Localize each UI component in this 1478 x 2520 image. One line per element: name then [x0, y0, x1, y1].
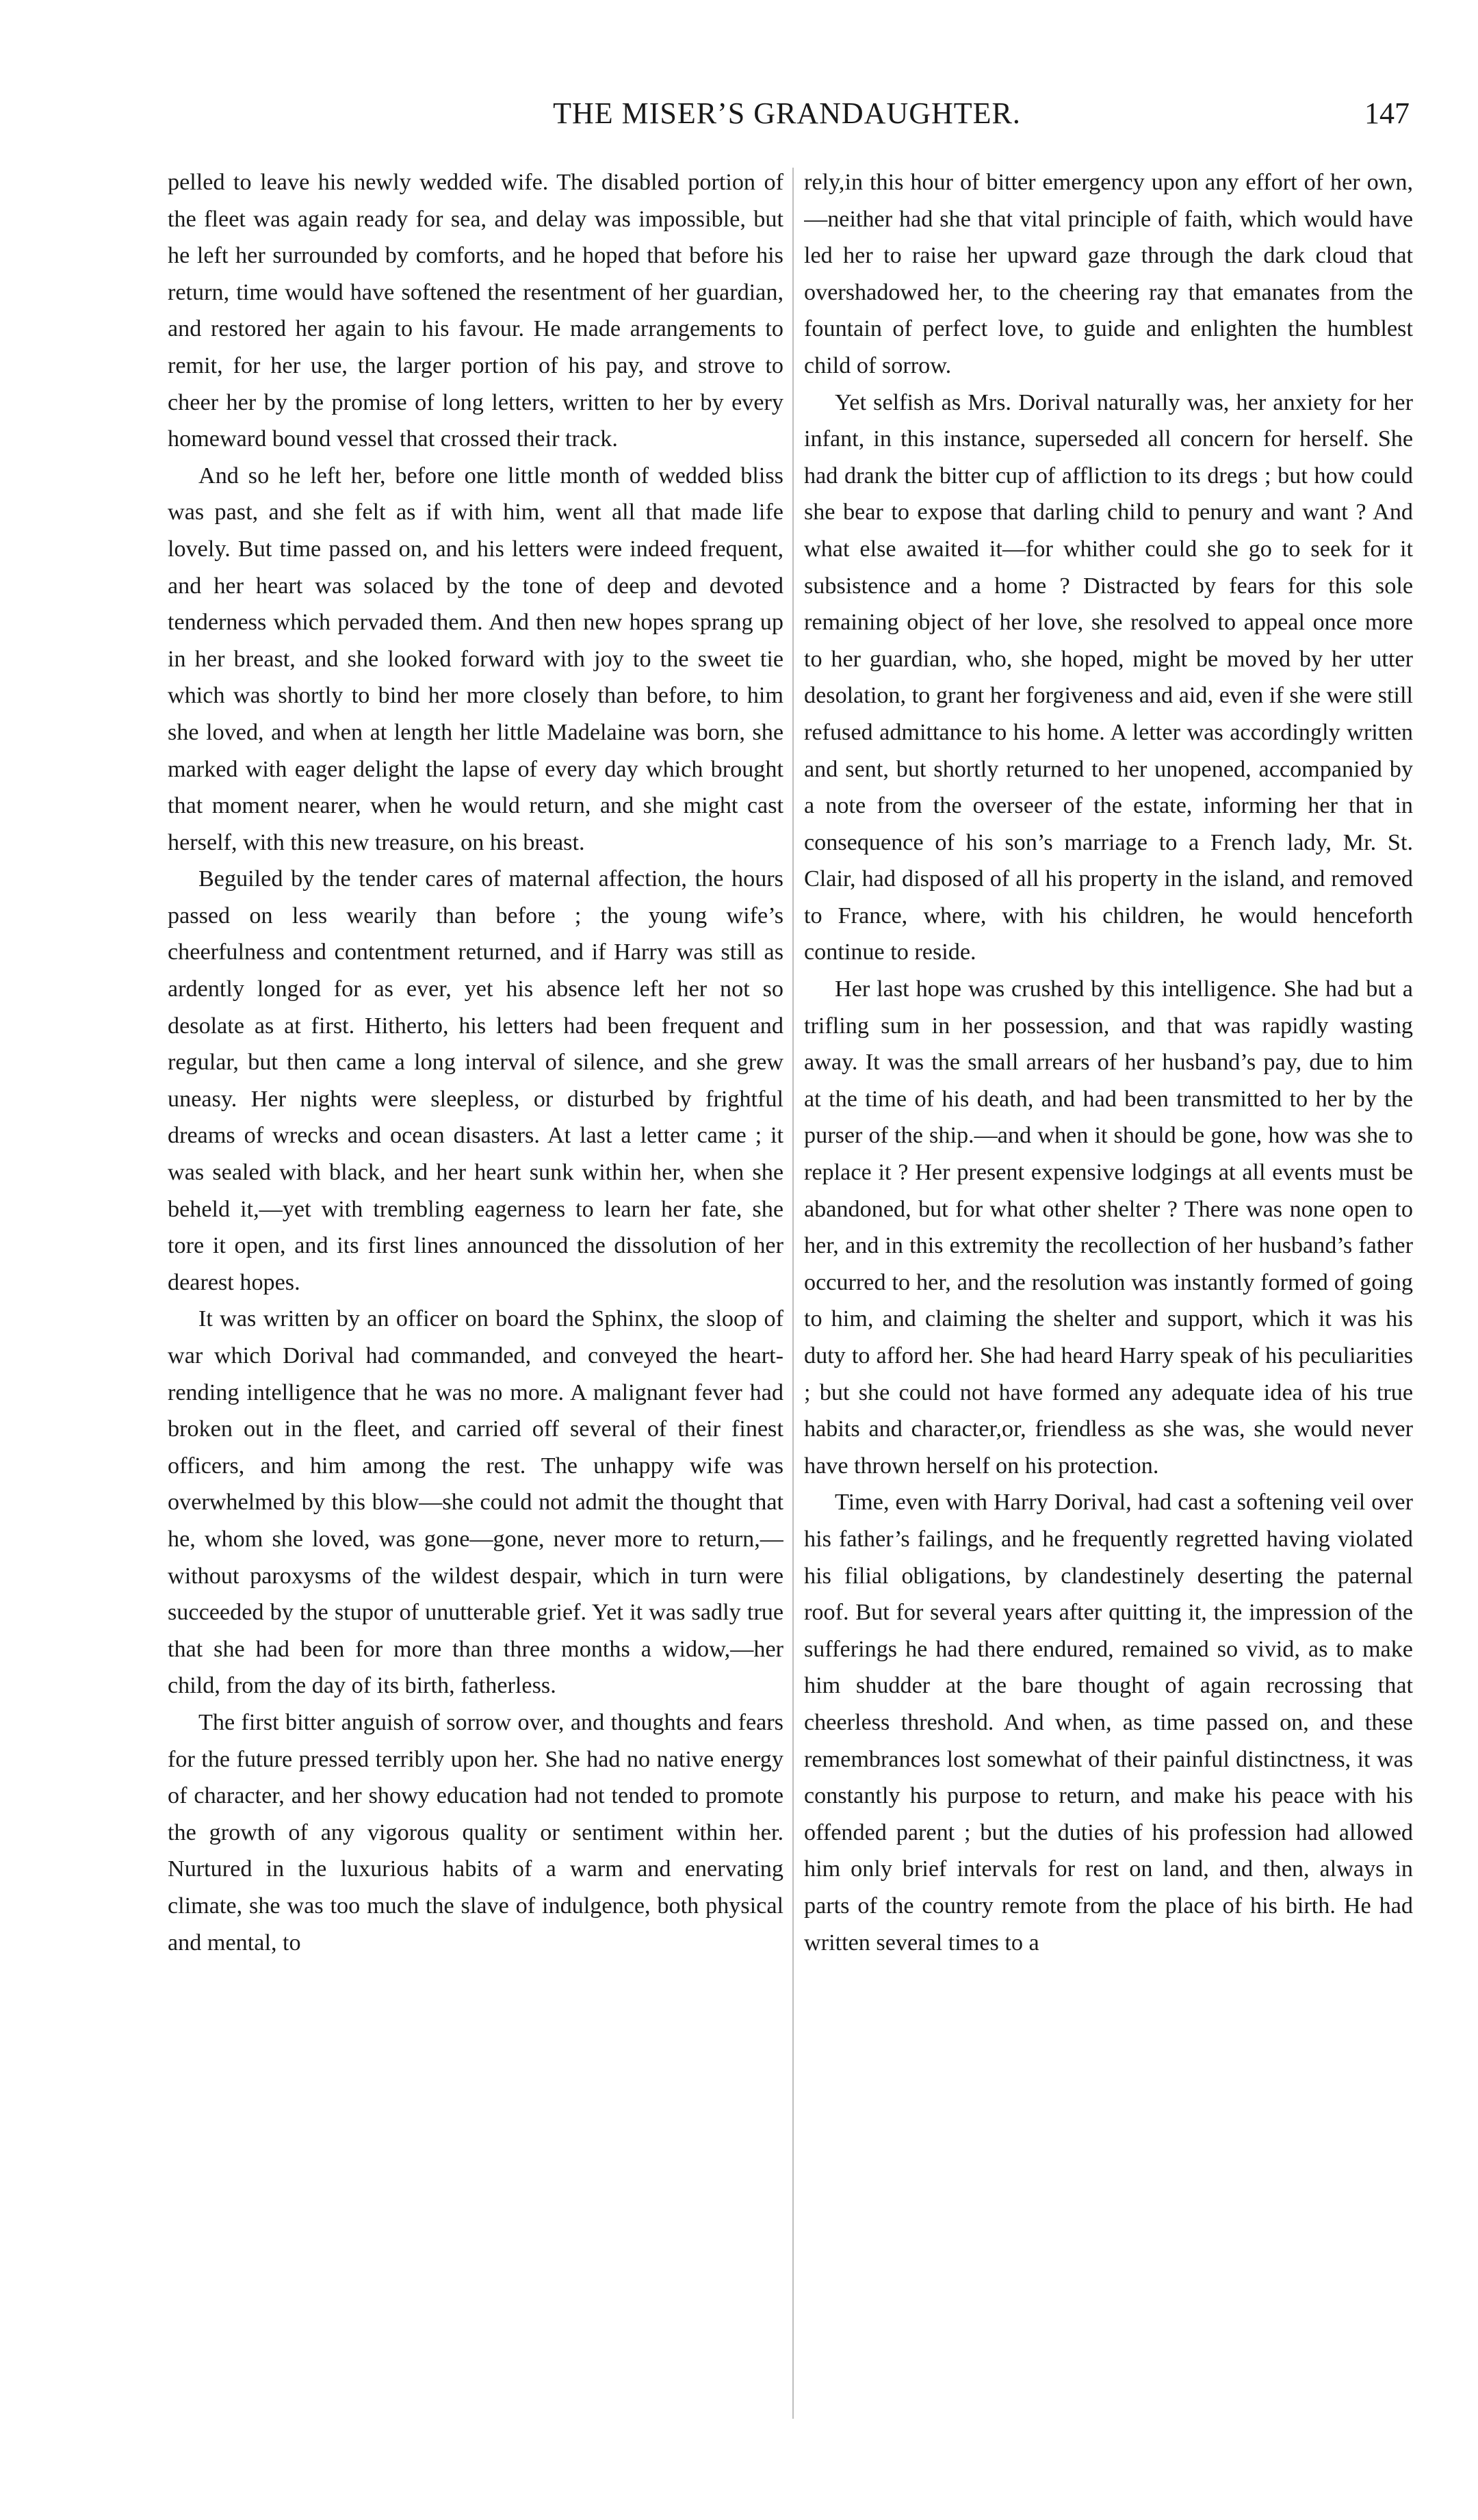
paragraph: And so he left her, before one little month of wedded bliss was past, and she felt as if with him, went all that made life lovely. But time passed on, and his letters were indeed frequent, and her heart was solaced by the tone of deep and devoted tenderness which pervaded them. And then new hopes sprang up in her breast, and she looked forward with joy to the sweet tie which was shortly to bind her more closely than before, to him she loved, and when at length her little Madelaine was born, she marked with eager delight the lapse of every day which brought that moment nearer, when he would return, and she might cast herself, with this new treasure, on his breast.: [168, 463, 783, 855]
paragraph: It was written by an officer on board the Sphinx, the sloop of war which Dorival had commanded, and conveyed the heart-rending intelligence that he was no more. A malignant fever had broken out in the fleet, and carried off several of their finest officers, and him among the rest. The unhappy wife was overwhelmed by this blow—she could not admit the thought that he, whom she loved, was gone—gone, never more to return,—without paroxysms of the wildest despair, which in turn were succeeded by the stupor of unutterable grief. Yet it was sadly true that she had been for more than three months a widow,—her child, from the day of its birth, fatherless.: [168, 1306, 783, 1699]
left-column: [168, 164, 783, 2422]
paragraph: Yet selfish as Mrs. Dorival naturally was, her anxiety for her infant, in this instance, superseded all concern for herself. She had drank the bitter cup of affliction to its dregs ; but how could she bear to expose that darling child to penury and want ? And what else awaited it—for whither could she go to seek for it subsistence and a home ? Distracted by fears for this sole remaining object of her love, she resolved to appeal once more to her guardian, who, she hoped, might be moved by her utter desolation, to grant her forgiveness and aid, even if she were still refused admittance to his home. A letter was accordingly written and sent, but shortly returned to her unopened, accompanied by a note from the overseer of the estate, informing her that in consequence of his son’s marriage to a French lady, Mr. St. Clair, had disposed of all his property in the island, and removed to France, where, with his children, he would henceforth continue to reside.: [804, 389, 1413, 965]
paragraph: rely,in this hour of bitter emergency upon any effort of her own,—neither had she that vital principle of faith, which would have led her to raise her upward gaze through the dark cloud that overshadowed her, to the cheering ray that emanates from the fountain of perfect love, to guide and enlighten the humblest child of sorrow.: [804, 170, 1413, 378]
page-number: 147: [1364, 96, 1410, 130]
right-column: [804, 164, 1413, 2422]
paragraph: Beguiled by the tender cares of maternal affection, the hours passed on less wearily than before ; the young wife’s cheerfulness and contentment returned, and if Harry was still as ardently longed for as ever, yet his absence left her not so desolate as at first. Hitherto, his letters had been frequent and regular, but then came a long interval of silence, and she grew uneasy. Her nights were sleepless, or disturbed by frightful dreams of wrecks and ocean disasters. At last a letter came ; it was sealed with black, and her heart sunk within her, when she beheld it,—yet with trembling eagerness to learn her fate, she tore it open, and its first lines announced the dissolution of her dearest hopes.: [168, 866, 783, 1295]
paragraph: The first bitter anguish of sorrow over, and thoughts and fears for the future pressed terribly upon her. She had no native energy of character, and her showy education had not tended to promote the growth of any vigorous quality or sentiment within her. Nurtured in the luxurious habits of a warm and enervating climate, she was too much the slave of indulgence, both physical and mental, to: [168, 1709, 783, 1956]
running-head: [164, 96, 1410, 144]
running-title: THE MISER’S GRANDAUGHTER.: [553, 96, 1021, 130]
paragraph: Time, even with Harry Dorival, had cast a softening veil over his father’s failings, and he frequently regretted having violated his filial obligations, by clandestinely deserting the paternal roof. But for several years after quitting it, the impression of the sufferings he had there endured, remained so vivid, as to make him shudder at the bare thought of again recrossing that cheerless threshold. And when, as time passed on, and these remembrances lost somewhat of their painful distinctness, it was constantly his purpose to return, and make his peace with his offended parent ; but the duties of his profession had allowed him only brief intervals for rest on land, and then, always in parts of the country remote from the place of his birth. He had written several times to a: [804, 1490, 1413, 1956]
paragraph: pelled to leave his newly wedded wife. The disabled portion of the fleet was again ready for sea, and delay was impossible, but he left her surrounded by comforts, and he hoped that before his return, time would have softened the resentment of her guardian, and restored her again to his favour. He made arrangements to remit, for her use, the larger portion of his pay, and strove to cheer her by the promise of long letters, written to her by every homeward bound vessel that crossed their track.: [168, 170, 783, 452]
column-divider: [792, 168, 794, 2419]
paragraph: Her last hope was crushed by this intelligence. She had but a trifling sum in her possession, and that was rapidly wasting away. It was the small arrears of her husband’s pay, due to him at the time of his death, and had been transmitted to her by the purser of the ship.—and when it should be gone, how was she to replace it ? Her present expensive lodgings at all events must be abandoned, but for what other shelter ? There was none open to her, and in this extremity the recollection of her husband’s father occurred to her, and the resolution was instantly formed of going to him, and claiming the shelter and support, which it was his duty to afford her. She had heard Harry speak of his peculiarities ; but she could not have formed any adequate idea of his true habits and character,or, friendless as she was, she would never have thrown herself on his protection.: [804, 976, 1413, 1479]
